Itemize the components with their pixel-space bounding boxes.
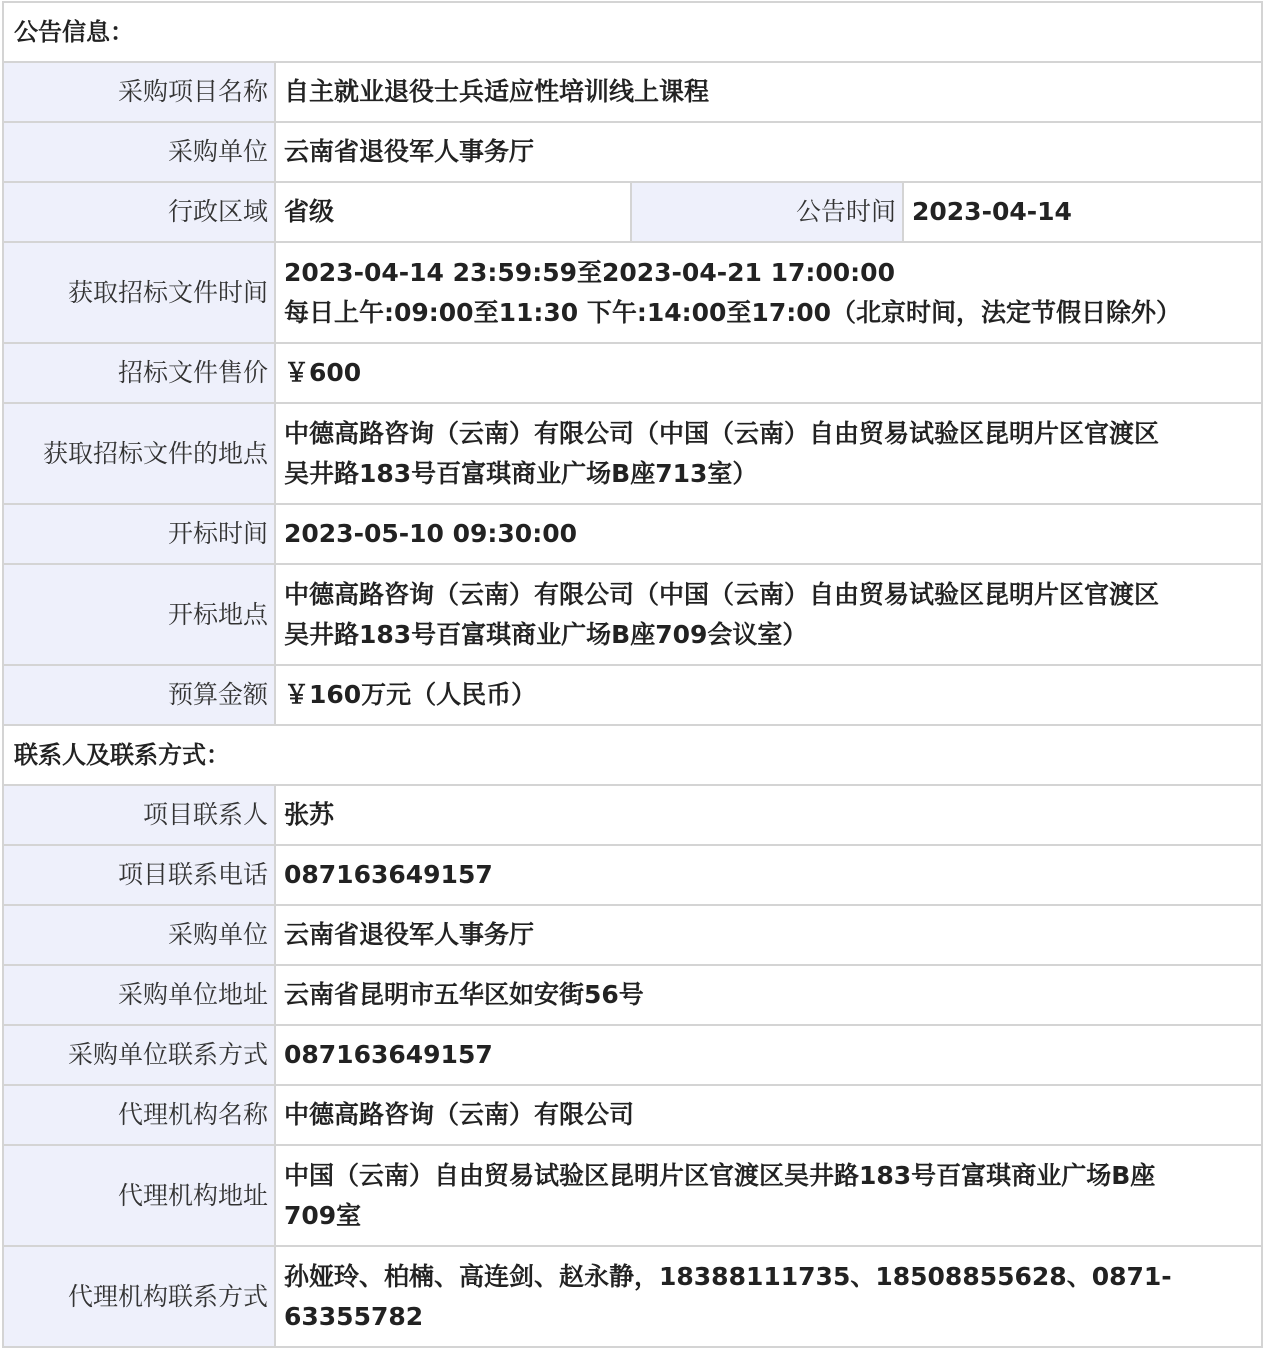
value-line: 中德高路咨询（云南）有限公司（中国（云南）自由贸易试验区昆明片区官渡区 <box>284 418 1160 448</box>
field-label: 采购单位 <box>3 122 275 182</box>
section-header-contacts <box>3 725 1262 785</box>
field-label: 开标地点 <box>3 564 275 665</box>
value-line: 中国（云南）自由贸易试验区昆明片区官渡区吴井路183号百富琪商业广场B座 <box>284 1160 1156 1190</box>
field-label: 代理机构地址 <box>3 1145 275 1246</box>
row-document-price <box>3 343 1262 403</box>
field-value: 中德高路咨询（云南）有限公司 <box>275 1085 1262 1145</box>
row-project-name <box>3 62 1262 122</box>
announcement-table <box>2 1 1263 1348</box>
field-label: 行政区域 <box>3 182 275 242</box>
field-value: 087163649157 <box>275 1025 1262 1085</box>
field-label: 代理机构名称 <box>3 1085 275 1145</box>
section-header-announcement <box>3 2 1262 62</box>
row-budget <box>3 665 1262 725</box>
field-value <box>275 564 1262 665</box>
row-project-contact <box>3 785 1262 845</box>
field-value <box>275 1246 1262 1347</box>
field-value: 2023-04-14 <box>903 182 1262 242</box>
row-agency-name <box>3 1085 1262 1145</box>
value-line: 吴井路183号百富琪商业广场B座709会议室） <box>284 619 808 649</box>
section-title: 公告信息： <box>3 2 1262 62</box>
value-line: 709室 <box>284 1200 362 1230</box>
field-label: 采购单位联系方式 <box>3 1025 275 1085</box>
row-opening-location <box>3 564 1262 665</box>
row-agency-address <box>3 1145 1262 1246</box>
field-label: 项目联系人 <box>3 785 275 845</box>
field-value: 云南省昆明市五华区如安街56号 <box>275 965 1262 1025</box>
value-line: 中德高路咨询（云南）有限公司（中国（云南）自由贸易试验区昆明片区官渡区 <box>284 579 1160 609</box>
row-document-time <box>3 242 1262 343</box>
row-purchaser-address <box>3 965 1262 1025</box>
row-agency-contact <box>3 1246 1262 1347</box>
field-value <box>275 242 1262 343</box>
field-label: 获取招标文件的地点 <box>3 403 275 504</box>
field-label: 获取招标文件时间 <box>3 242 275 343</box>
field-value: ￥600 <box>275 343 1262 403</box>
value-line: 孙娅玲、柏楠、高连剑、赵永静，18388111735、18508855628、0871- <box>284 1261 1172 1291</box>
row-opening-time <box>3 504 1262 564</box>
field-label: 项目联系电话 <box>3 845 275 905</box>
field-label: 代理机构联系方式 <box>3 1246 275 1347</box>
section-title: 联系人及联系方式： <box>3 725 1262 785</box>
field-label: 预算金额 <box>3 665 275 725</box>
field-value <box>275 1145 1262 1246</box>
row-region-and-date <box>3 182 1262 242</box>
row-purchaser-phone <box>3 1025 1262 1085</box>
value-line: 2023-04-14 23:59:59至2023-04-21 17:00:00 <box>284 257 895 287</box>
value-line: 每日上午:09:00至11:30 下午:14:00至17:00（北京时间，法定节假日除外） <box>284 297 1182 327</box>
field-label: 招标文件售价 <box>3 343 275 403</box>
field-value: 张苏 <box>275 785 1262 845</box>
field-value: 自主就业退役士兵适应性培训线上课程 <box>275 62 1262 122</box>
row-document-location <box>3 403 1262 504</box>
field-label: 开标时间 <box>3 504 275 564</box>
row-project-phone <box>3 845 1262 905</box>
field-label: 采购项目名称 <box>3 62 275 122</box>
field-value: 2023-05-10 09:30:00 <box>275 504 1262 564</box>
row-purchaser <box>3 122 1262 182</box>
field-label: 采购单位地址 <box>3 965 275 1025</box>
field-value: 云南省退役军人事务厅 <box>275 905 1262 965</box>
field-value: 省级 <box>275 182 631 242</box>
field-label: 采购单位 <box>3 905 275 965</box>
value-line: 63355782 <box>284 1301 424 1331</box>
field-value: 087163649157 <box>275 845 1262 905</box>
row-purchaser-contact <box>3 905 1262 965</box>
field-value: ￥160万元（人民币） <box>275 665 1262 725</box>
field-value <box>275 403 1262 504</box>
value-line: 吴井路183号百富琪商业广场B座713室） <box>284 458 758 488</box>
field-value: 云南省退役军人事务厅 <box>275 122 1262 182</box>
field-label: 公告时间 <box>631 182 903 242</box>
